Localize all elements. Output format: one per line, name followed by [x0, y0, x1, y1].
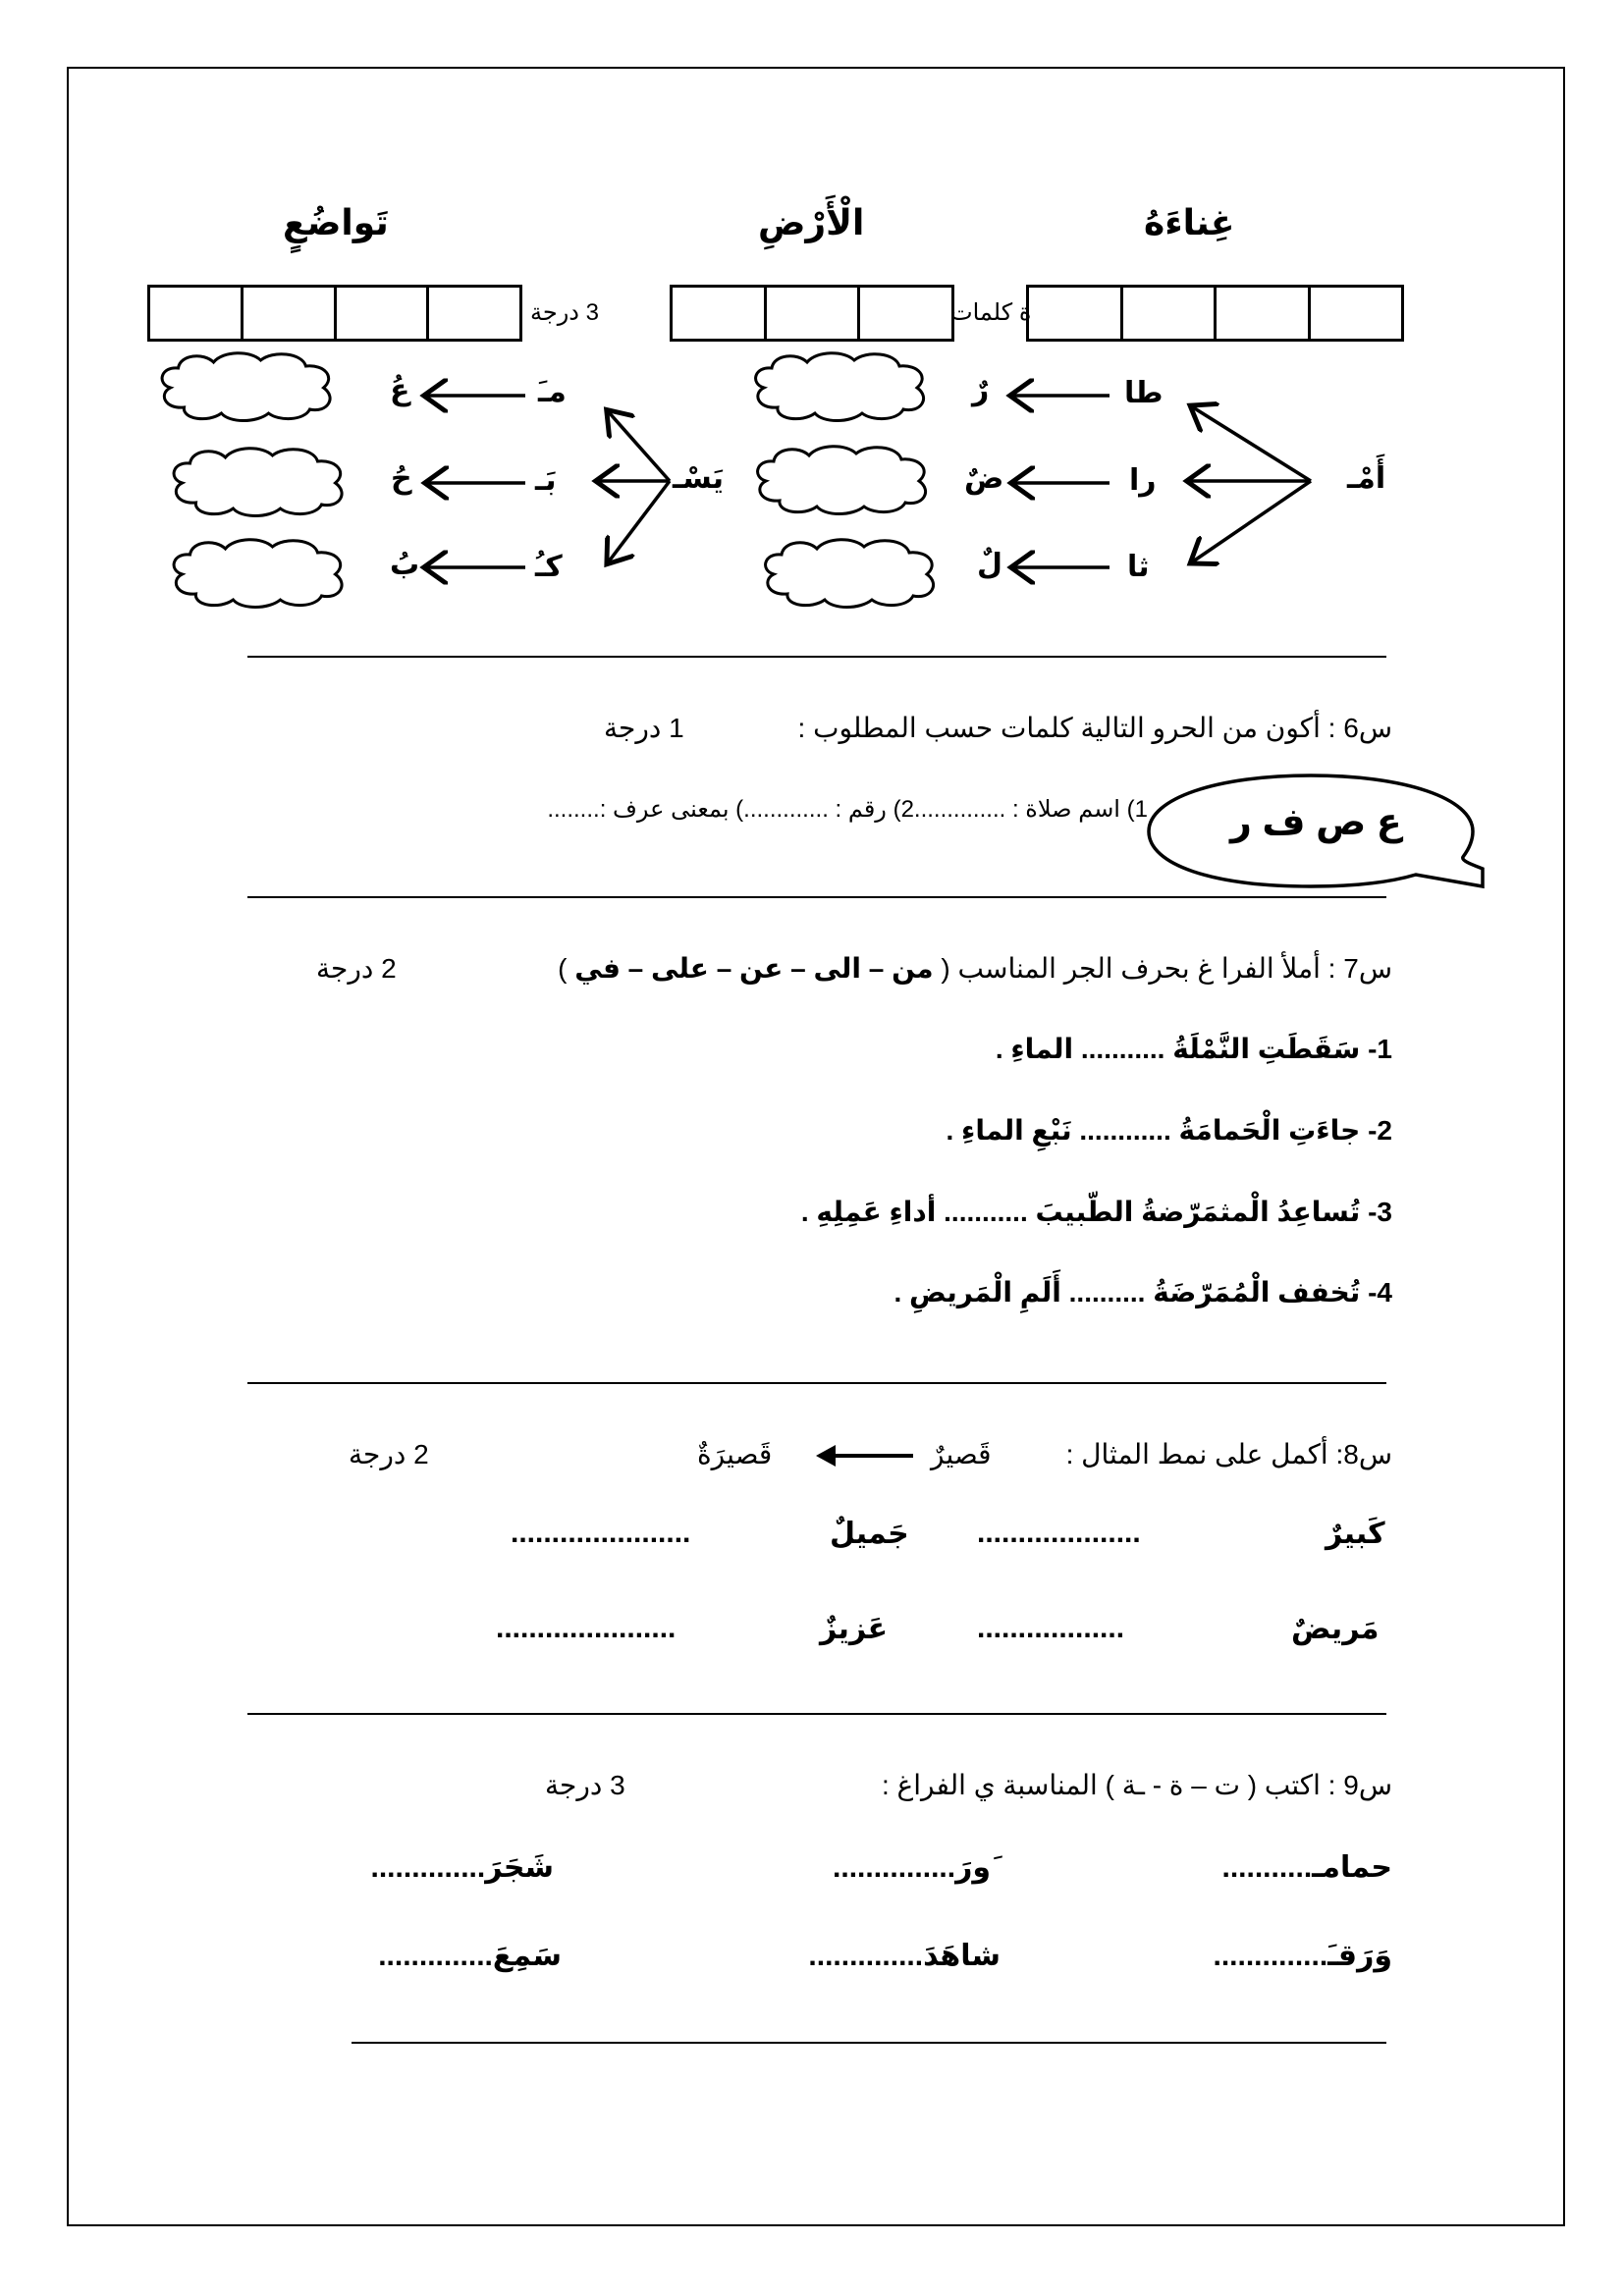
- divider-3: [247, 1382, 1386, 1384]
- q7-title-prefix: س7 : أملأ الفرا غ بحرف الجر المناسب (: [941, 953, 1392, 984]
- tree1-syllable-1: طا: [1124, 377, 1164, 409]
- q8-row2-word2: عَزيزٌ: [820, 1613, 889, 1645]
- q6-letters: ع ص ف ر: [1230, 802, 1402, 843]
- cloud-answer-2[interactable]: [748, 442, 935, 515]
- q8-row1-word1: كَبيرٌ: [1326, 1518, 1385, 1550]
- q8-grade: 2 درجة: [349, 1439, 429, 1469]
- divider-5: [352, 2042, 1386, 2044]
- q7-item-4[interactable]: 4- تُخفف الْمُمَرّضَةُ .......... أَلَمِ الْمَريضِ .: [893, 1277, 1392, 1308]
- tree2-end-3: بُ: [390, 549, 420, 581]
- tree2-syllable-2: بَـ: [535, 464, 557, 497]
- q8-example-arrow: [810, 1441, 918, 1470]
- tree1-end-3: لٌ: [977, 549, 1003, 581]
- tree2-syllable-3: كـُ: [535, 551, 563, 583]
- q6-title: س6 : أكون من الحرو التالية كلمات حسب المطلوب :: [797, 713, 1392, 743]
- divider-4: [247, 1713, 1386, 1715]
- tree2-end-1: عُ: [390, 374, 410, 406]
- q8-row2-word1: مَريضٌ: [1291, 1613, 1380, 1645]
- q6-body: 1) اسم صلاة : ..............2) رقم : .............) بمعنى عرف :........: [547, 796, 1148, 823]
- q5-word-2: الْأَرْضِ: [758, 202, 865, 242]
- cloud-answer-5[interactable]: [157, 444, 358, 517]
- q7-item-3[interactable]: 3- تُساعِدُ الْمثمَرّضةُ الطّبيبَ ........... أداءِ عَمِلِهِ .: [800, 1197, 1392, 1227]
- q5-hidden-text: ة كلمات: [950, 299, 1032, 326]
- q9-row2-item1[interactable]: وَرَقـَ..............: [1213, 1940, 1392, 1972]
- q9-row1-item2[interactable]: َورَ...............: [833, 1851, 991, 1884]
- tree2-end-2: حُ: [391, 462, 412, 495]
- cloud-answer-1[interactable]: [746, 348, 933, 422]
- q7-item-1[interactable]: 1- سَقَطَتِ النَّمْلَةُ ........... الماءِ .: [995, 1034, 1392, 1064]
- q9-row2-item3[interactable]: سَمِعَ..............: [378, 1940, 562, 1972]
- tree1-end-2: ضٌ: [964, 462, 1004, 495]
- q8-row2-blank1[interactable]: ..................: [977, 1612, 1125, 1644]
- q9-row1-item1[interactable]: حمامـ...........: [1221, 1851, 1392, 1884]
- tree1-syllable-2: را: [1129, 464, 1157, 497]
- tree2-syllable-1: مـَ: [538, 376, 567, 408]
- tree1-root: أَمْـ: [1347, 462, 1386, 495]
- q5-grade: 3 درجة: [530, 299, 600, 326]
- q9-row2-item2[interactable]: شاهَدَ..............: [808, 1940, 1001, 1972]
- q7-title: [558, 952, 1392, 985]
- cloud-answer-4[interactable]: [145, 348, 347, 422]
- cloud-answer-3[interactable]: [756, 535, 943, 609]
- q9-row1-item3[interactable]: شَجَرَ..............: [370, 1851, 554, 1884]
- q8-row1-blank1[interactable]: ....................: [977, 1517, 1141, 1549]
- q7-grade: 2 درجة: [316, 953, 397, 984]
- q8-row2-blank2[interactable]: ......................: [496, 1612, 677, 1644]
- tree2-root: يَسْـ: [673, 462, 725, 495]
- tree1-end-1: رٌ: [972, 374, 990, 406]
- cloud-answer-6[interactable]: [157, 535, 358, 609]
- q8-title: س8: أكمل على نمط المثال :: [1065, 1439, 1392, 1469]
- q8-row1-blank2[interactable]: ......................: [511, 1517, 691, 1549]
- q7-options: من – الى – عن – على – في: [574, 953, 934, 984]
- q7-title-suffix: ): [558, 953, 568, 984]
- divider-2: [247, 896, 1386, 898]
- q5-word-1: غِناءَهُ: [1144, 202, 1235, 242]
- q8-example-result: قَصيرَةٌ: [697, 1439, 773, 1469]
- q9-grade: 3 درجة: [545, 1770, 625, 1800]
- q9-title: س9 : اكتب ( ت – ة - ـة ) المناسبة ي الفراغ :: [881, 1770, 1392, 1800]
- q8-example-word: قَصيرٌ: [931, 1439, 992, 1469]
- q6-grade: 1 درجة: [604, 713, 684, 743]
- q7-item-2[interactable]: 2- جاءَتِ الْحَمامَةُ ............ نَبْعِ الماءِ .: [946, 1115, 1392, 1146]
- q5-word-3: تَواضُعٍ: [283, 202, 389, 242]
- q8-row1-word2: جَميلٌ: [830, 1518, 909, 1550]
- divider-1: [247, 656, 1386, 658]
- tree1-syllable-3: ثا: [1127, 551, 1150, 583]
